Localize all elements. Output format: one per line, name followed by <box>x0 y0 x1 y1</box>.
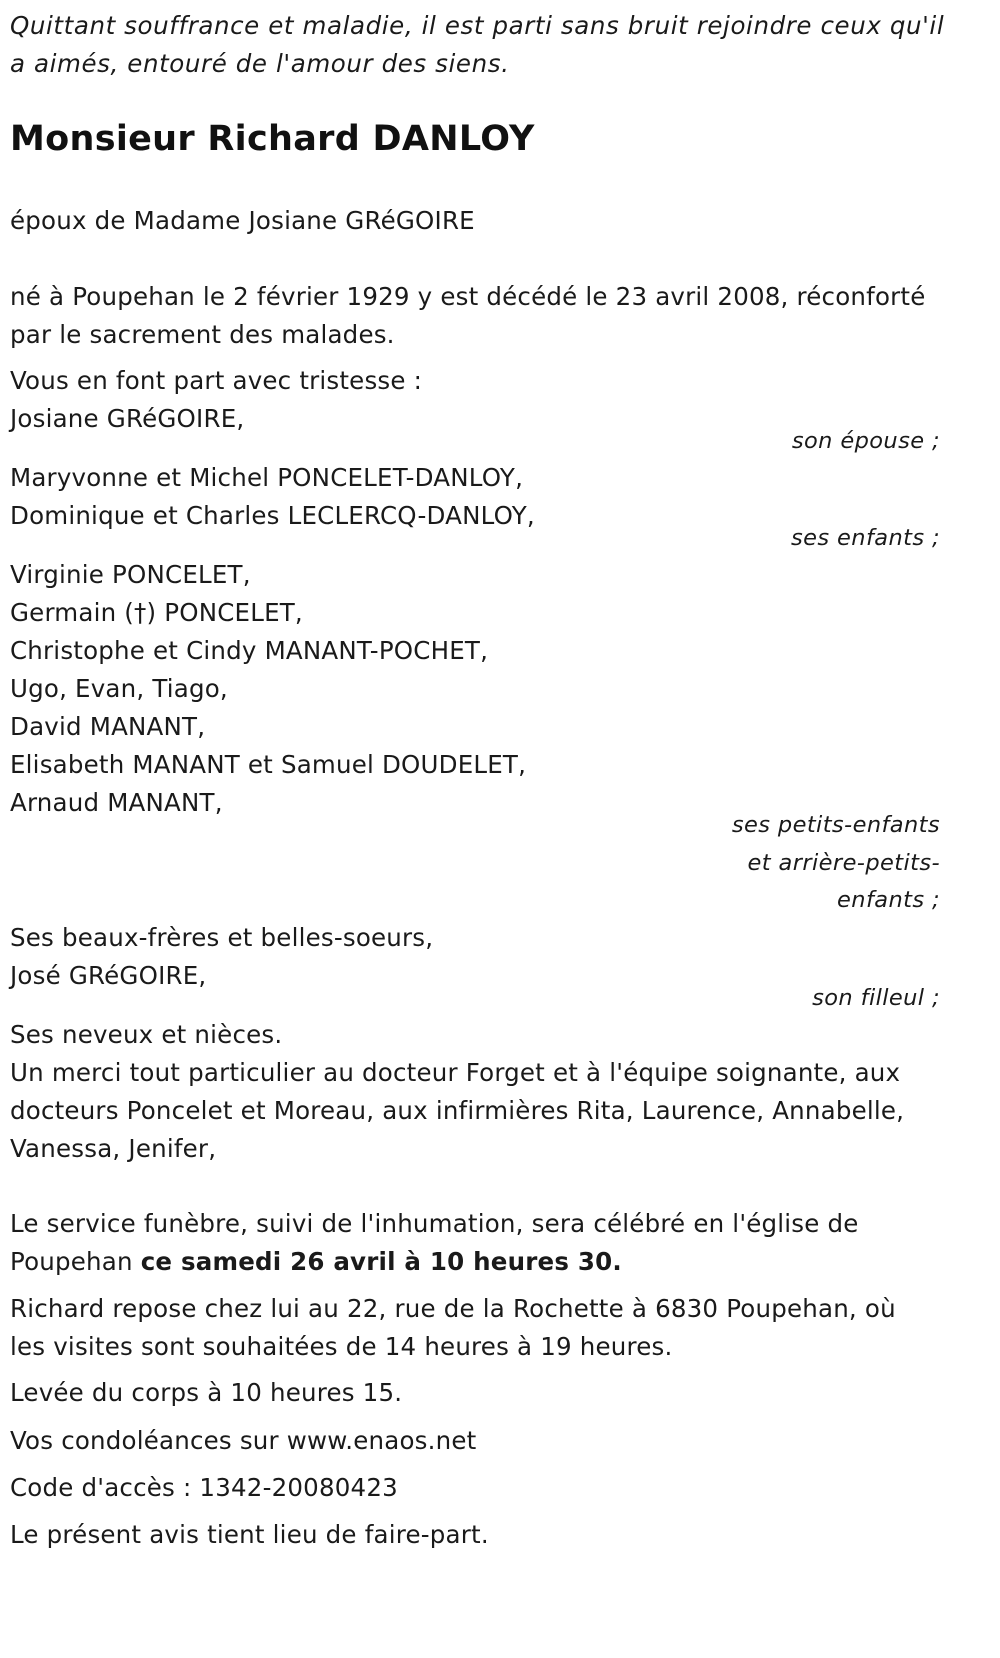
announcement: Vous en font part avec tristesse : <box>10 366 423 395</box>
grandchild-entry: Elisabeth MANANT et Samuel DOUDELET, <box>10 750 527 779</box>
repose-line-2: les visites sont souhaitées de 14 heures à 19 heures. <box>10 1332 673 1361</box>
grandchildren-role-line-3: enfants ; <box>837 887 940 913</box>
grandchildren-role-line-1: ses petits-enfants <box>731 812 940 838</box>
repose-line-1: Richard repose chez lui au 22, rue de la Rochette à 6830 Poupehan, où <box>10 1294 896 1323</box>
access-code-line: Code d'accès : 1342-20080423 <box>10 1473 398 1502</box>
deceased-name: Monsieur Richard DANLOY <box>10 119 535 159</box>
intro-line-1: Quittant souffrance et maladie, il est parti sans bruit rejoindre ceux qu'il <box>10 11 945 40</box>
condolences-line: Vos condoléances sur www.enaos.net <box>10 1426 477 1455</box>
intro-line-2: a aimés, entouré de l'amour des siens. <box>10 49 510 78</box>
godson-role: son filleul ; <box>812 985 940 1011</box>
children-role: ses enfants ; <box>791 525 940 551</box>
grandchild-entry: Ugo, Evan, Tiago, <box>10 674 228 703</box>
faire-part-line: Le présent avis tient lieu de faire-part. <box>10 1520 489 1549</box>
levee-line: Levée du corps à 10 heures 15. <box>10 1378 403 1407</box>
thanks-line-3: Vanessa, Jenifer, <box>10 1134 217 1163</box>
grandchild-entry: Virginie PONCELET, <box>10 560 251 589</box>
grandchild-entry: Arnaud MANANT, <box>10 788 223 817</box>
service-location: Poupehan <box>10 1247 141 1276</box>
spouse-line: époux de Madame Josiane GRéGOIRE <box>10 206 475 235</box>
birth-death-line-1: né à Poupehan le 2 février 1929 y est décédé le 23 avril 2008, réconforté <box>10 282 926 311</box>
thanks-line-1: Un merci tout particulier au docteur Forget et à l'équipe soignante, aux <box>10 1058 901 1087</box>
grandchild-entry: Christophe et Cindy MANANT-POCHET, <box>10 636 489 665</box>
child-entry: Dominique et Charles LECLERCQ-DANLOY, <box>10 501 535 530</box>
godson-name: José GRéGOIRE, <box>10 961 207 990</box>
grandchild-entry: David MANANT, <box>10 712 206 741</box>
grandchild-entry: Germain (†) PONCELET, <box>10 598 303 627</box>
in-laws-line: Ses beaux-frères et belles-soeurs, <box>10 923 434 952</box>
birth-death-line-2: par le sacrement des malades. <box>10 320 395 349</box>
spouse-name: Josiane GRéGOIRE, <box>10 404 245 433</box>
service-datetime: ce samedi 26 avril à 10 heures 30. <box>140 1247 622 1276</box>
nephews-line: Ses neveux et nièces. <box>10 1020 283 1049</box>
spouse-role: son épouse ; <box>791 428 940 454</box>
service-line-2 <box>10 1243 622 1281</box>
grandchildren-role-line-2: et arrière-petits- <box>747 850 940 876</box>
thanks-line-2: docteurs Poncelet et Moreau, aux infirmières Rita, Laurence, Annabelle, <box>10 1096 905 1125</box>
service-line-1: Le service funèbre, suivi de l'inhumation, sera célébré en l'église de <box>10 1209 859 1238</box>
child-entry: Maryvonne et Michel PONCELET-DANLOY, <box>10 463 524 492</box>
